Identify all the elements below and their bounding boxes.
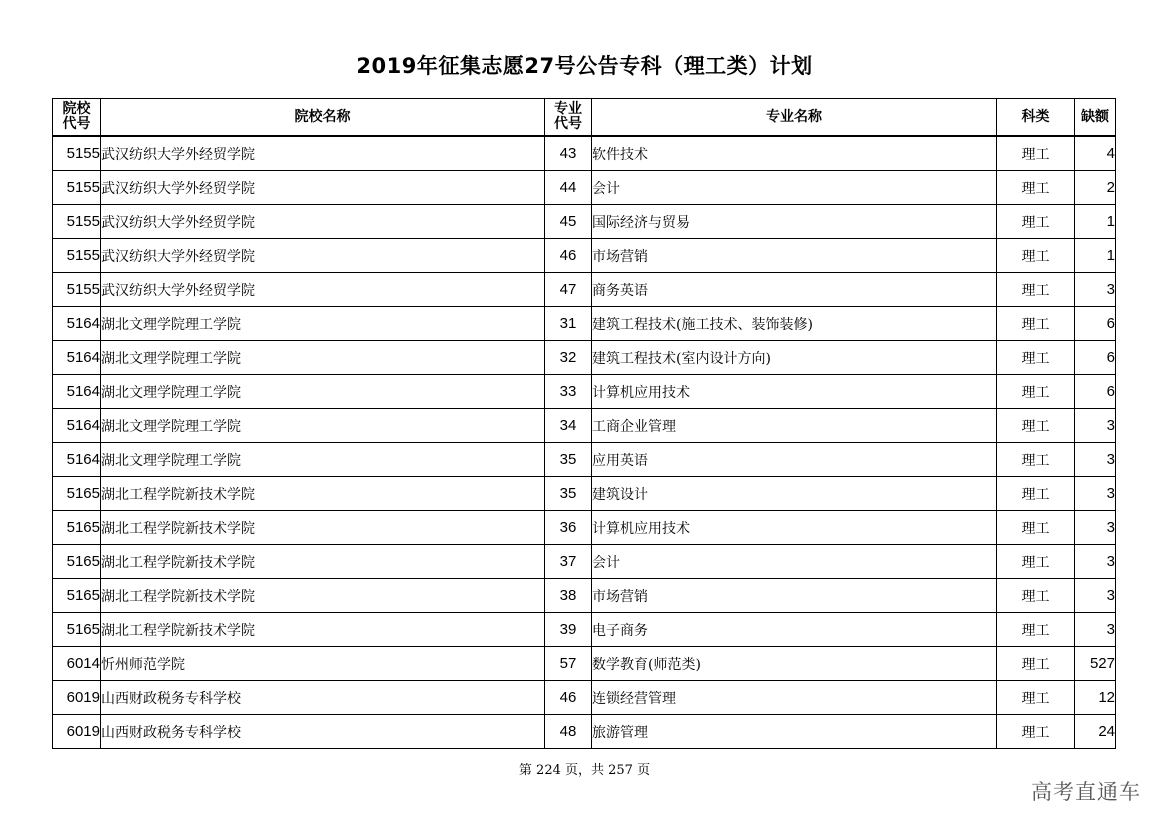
major-code-cell: 32 <box>545 341 592 375</box>
school-code-cell: 5155 <box>53 273 101 307</box>
category-cell: 理工 <box>997 477 1075 511</box>
category-cell: 理工 <box>997 681 1075 715</box>
school-name-cell: 山西财政税务专科学校 <box>101 715 545 749</box>
major-name-cell: 会计 <box>592 545 997 579</box>
major-name-cell: 旅游管理 <box>592 715 997 749</box>
vacancies-cell: 3 <box>1075 273 1116 307</box>
school-name-cell: 湖北工程学院新技术学院 <box>101 579 545 613</box>
header-category: 科类 <box>997 99 1075 137</box>
vacancies-cell: 2 <box>1075 171 1116 205</box>
page-title: 2019年征集志愿27号公告专科（理工类）计划 <box>356 54 813 78</box>
major-name-cell: 计算机应用技术 <box>592 375 997 409</box>
major-name-cell: 会计 <box>592 171 997 205</box>
category-cell: 理工 <box>997 273 1075 307</box>
vacancies-cell: 3 <box>1075 443 1116 477</box>
table-row <box>53 715 1116 749</box>
major-code-cell: 31 <box>545 307 592 341</box>
category-cell: 理工 <box>997 613 1075 647</box>
page-footer: 第 224 页，共 257 页 <box>518 763 651 778</box>
school-name-cell: 武汉纺织大学外经贸学院 <box>101 136 545 171</box>
school-name-cell: 湖北工程学院新技术学院 <box>101 477 545 511</box>
category-cell: 理工 <box>997 443 1075 477</box>
major-code-cell: 39 <box>545 613 592 647</box>
school-code-cell: 6019 <box>53 681 101 715</box>
major-name-cell: 市场营销 <box>592 579 997 613</box>
table-row <box>53 136 1116 171</box>
category-cell: 理工 <box>997 715 1075 749</box>
school-name-cell: 湖北文理学院理工学院 <box>101 307 545 341</box>
category-cell: 理工 <box>997 545 1075 579</box>
major-code-cell: 38 <box>545 579 592 613</box>
school-code-cell: 5155 <box>53 239 101 273</box>
header-school-code: 院校 代号 <box>53 99 101 137</box>
major-code-cell: 37 <box>545 545 592 579</box>
school-code-cell: 5155 <box>53 171 101 205</box>
major-name-cell: 商务英语 <box>592 273 997 307</box>
school-code-cell: 5165 <box>53 613 101 647</box>
major-name-cell: 连锁经营管理 <box>592 681 997 715</box>
vacancies-cell: 1 <box>1075 239 1116 273</box>
school-name-cell: 武汉纺织大学外经贸学院 <box>101 171 545 205</box>
header-major-name: 专业名称 <box>592 99 997 137</box>
table-header-row <box>53 99 1116 137</box>
table-row <box>53 647 1116 681</box>
school-code-cell: 5155 <box>53 136 101 171</box>
major-name-cell: 计算机应用技术 <box>592 511 997 545</box>
table-row <box>53 511 1116 545</box>
vacancies-cell: 6 <box>1075 375 1116 409</box>
header-major-code: 专业 代号 <box>545 99 592 137</box>
school-name-cell: 湖北文理学院理工学院 <box>101 409 545 443</box>
table-row <box>53 545 1116 579</box>
major-code-cell: 46 <box>545 239 592 273</box>
category-cell: 理工 <box>997 136 1075 171</box>
table-row <box>53 477 1116 511</box>
school-name-cell: 湖北工程学院新技术学院 <box>101 545 545 579</box>
vacancies-cell: 6 <box>1075 341 1116 375</box>
category-cell: 理工 <box>997 511 1075 545</box>
header-vacancies: 缺额 <box>1075 99 1116 137</box>
category-cell: 理工 <box>997 341 1075 375</box>
vacancies-cell: 3 <box>1075 545 1116 579</box>
school-name-cell: 湖北工程学院新技术学院 <box>101 511 545 545</box>
major-code-cell: 47 <box>545 273 592 307</box>
school-code-cell: 5164 <box>53 341 101 375</box>
school-code-cell: 5165 <box>53 579 101 613</box>
school-code-cell: 5164 <box>53 443 101 477</box>
school-name-cell: 湖北工程学院新技术学院 <box>101 613 545 647</box>
school-name-cell: 武汉纺织大学外经贸学院 <box>101 205 545 239</box>
table-row <box>53 341 1116 375</box>
watermark: 高考直通车 <box>1031 780 1141 804</box>
table-row <box>53 409 1116 443</box>
school-code-cell: 5165 <box>53 477 101 511</box>
category-cell: 理工 <box>997 205 1075 239</box>
major-name-cell: 建筑工程技术(室内设计方向) <box>592 341 997 375</box>
vacancies-cell: 527 <box>1075 647 1116 681</box>
major-name-cell: 数学教育(师范类) <box>592 647 997 681</box>
major-name-cell: 市场营销 <box>592 239 997 273</box>
school-code-cell: 5165 <box>53 545 101 579</box>
major-code-cell: 33 <box>545 375 592 409</box>
major-code-cell: 36 <box>545 511 592 545</box>
table-row <box>53 613 1116 647</box>
vacancies-cell: 3 <box>1075 579 1116 613</box>
major-code-cell: 57 <box>545 647 592 681</box>
major-code-cell: 34 <box>545 409 592 443</box>
major-code-cell: 46 <box>545 681 592 715</box>
major-name-cell: 工商企业管理 <box>592 409 997 443</box>
table-row <box>53 239 1116 273</box>
plan-table <box>52 98 1116 749</box>
major-code-cell: 45 <box>545 205 592 239</box>
major-name-cell: 软件技术 <box>592 136 997 171</box>
vacancies-cell: 4 <box>1075 136 1116 171</box>
vacancies-cell: 6 <box>1075 307 1116 341</box>
major-name-cell: 电子商务 <box>592 613 997 647</box>
school-name-cell: 湖北文理学院理工学院 <box>101 341 545 375</box>
vacancies-cell: 3 <box>1075 409 1116 443</box>
school-name-cell: 武汉纺织大学外经贸学院 <box>101 239 545 273</box>
major-code-cell: 43 <box>545 136 592 171</box>
school-name-cell: 忻州师范学院 <box>101 647 545 681</box>
school-code-cell: 6019 <box>53 715 101 749</box>
school-code-cell: 6014 <box>53 647 101 681</box>
category-cell: 理工 <box>997 307 1075 341</box>
vacancies-cell: 12 <box>1075 681 1116 715</box>
major-code-cell: 48 <box>545 715 592 749</box>
table-row <box>53 681 1116 715</box>
table-row <box>53 579 1116 613</box>
school-code-cell: 5164 <box>53 375 101 409</box>
table-row <box>53 205 1116 239</box>
vacancies-cell: 3 <box>1075 477 1116 511</box>
vacancies-cell: 3 <box>1075 511 1116 545</box>
vacancies-cell: 1 <box>1075 205 1116 239</box>
vacancies-cell: 3 <box>1075 613 1116 647</box>
school-name-cell: 武汉纺织大学外经贸学院 <box>101 273 545 307</box>
table-row <box>53 273 1116 307</box>
major-name-cell: 国际经济与贸易 <box>592 205 997 239</box>
school-code-cell: 5155 <box>53 205 101 239</box>
category-cell: 理工 <box>997 375 1075 409</box>
category-cell: 理工 <box>997 409 1075 443</box>
category-cell: 理工 <box>997 647 1075 681</box>
school-name-cell: 湖北文理学院理工学院 <box>101 443 545 477</box>
major-name-cell: 应用英语 <box>592 443 997 477</box>
school-code-cell: 5164 <box>53 307 101 341</box>
header-school-name: 院校名称 <box>101 99 545 137</box>
school-name-cell: 山西财政税务专科学校 <box>101 681 545 715</box>
category-cell: 理工 <box>997 171 1075 205</box>
major-code-cell: 35 <box>545 443 592 477</box>
school-code-cell: 5164 <box>53 409 101 443</box>
school-code-cell: 5165 <box>53 511 101 545</box>
school-name-cell: 湖北文理学院理工学院 <box>101 375 545 409</box>
vacancies-cell: 24 <box>1075 715 1116 749</box>
major-name-cell: 建筑设计 <box>592 477 997 511</box>
table-row <box>53 443 1116 477</box>
table-row <box>53 171 1116 205</box>
major-name-cell: 建筑工程技术(施工技术、装饰装修) <box>592 307 997 341</box>
major-code-cell: 44 <box>545 171 592 205</box>
table-row <box>53 307 1116 341</box>
category-cell: 理工 <box>997 239 1075 273</box>
table-row <box>53 375 1116 409</box>
major-code-cell: 35 <box>545 477 592 511</box>
category-cell: 理工 <box>997 579 1075 613</box>
